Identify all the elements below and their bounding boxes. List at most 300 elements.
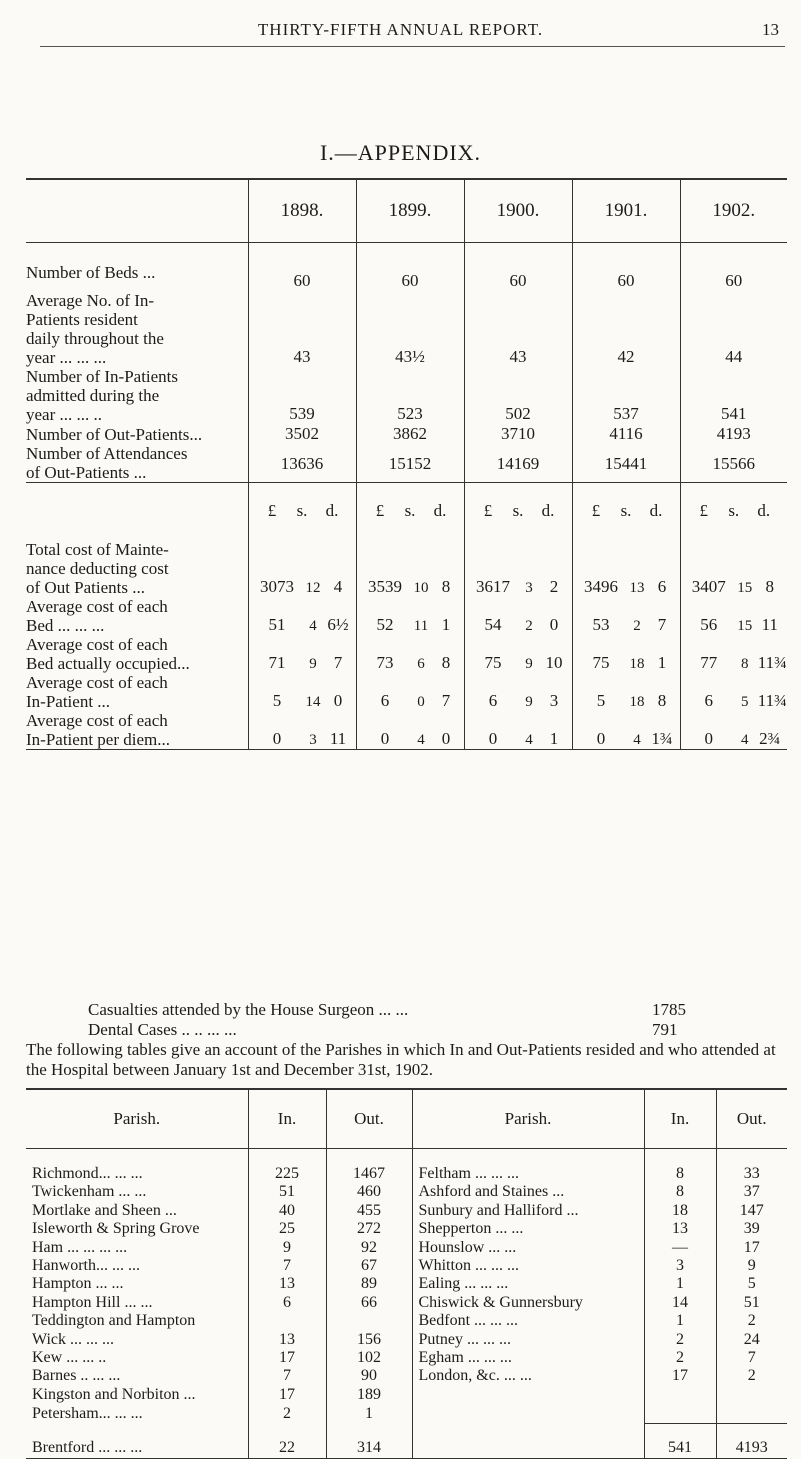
row-label-line: Average cost of each <box>26 711 168 730</box>
count-value: 42 <box>572 291 680 367</box>
pounds-value: 54 <box>484 615 502 634</box>
shillings-value: 13 <box>629 580 645 596</box>
currency-header <box>248 483 356 522</box>
parish-name: London, &c. ... ... <box>412 1367 644 1385</box>
money-value <box>248 635 356 673</box>
money-value <box>572 711 680 750</box>
shillings-value: 2 <box>525 618 533 634</box>
count-value: 4116 <box>572 424 680 444</box>
out-count: 92 <box>326 1239 412 1257</box>
money-value <box>248 673 356 711</box>
in-count <box>248 1312 326 1330</box>
in-count: 40 <box>248 1202 326 1220</box>
money-value <box>464 635 572 673</box>
in-count: 2 <box>644 1331 716 1349</box>
appendix-title: I.—APPENDIX. <box>319 140 482 165</box>
pounds-value: 51 <box>268 615 286 634</box>
parish-name: Barnes .. ... ... <box>32 1367 121 1385</box>
currency-header <box>680 483 787 522</box>
pounds-value: 6 <box>380 691 390 710</box>
money-value <box>248 711 356 750</box>
parish-name: Shepperton ... ... <box>412 1220 644 1238</box>
table-row <box>26 1165 787 1183</box>
pounds-value: 5 <box>596 691 606 710</box>
row-label-line: Average No. of In- <box>26 291 155 310</box>
count-value: 541 <box>680 367 787 424</box>
shillings-value: 14 <box>305 694 321 710</box>
pounds-value: 52 <box>376 615 394 634</box>
parish-header-row <box>26 1090 787 1149</box>
shillings-value: 12 <box>305 580 321 596</box>
table-row <box>26 1312 787 1330</box>
count-value: 15566 <box>680 444 787 483</box>
running-header <box>0 20 801 48</box>
money-value <box>680 521 787 597</box>
row-label-line: Number of Beds ... <box>26 262 156 282</box>
count-value: 43 <box>464 291 572 367</box>
pounds-value: 0 <box>596 729 606 748</box>
in-count: 17 <box>644 1367 716 1385</box>
count-value: 60 <box>248 243 356 292</box>
pence-value: 8 <box>765 577 774 596</box>
currency-header <box>572 483 680 522</box>
parish-name: Brentford ... ... ... <box>32 1439 143 1457</box>
row-label-line: year ... ... ... <box>26 348 107 367</box>
in-count: 22 <box>248 1423 326 1458</box>
count-value: 3710 <box>464 424 572 444</box>
pound-sign: £ <box>591 501 601 520</box>
casualties-value: 1785 <box>652 1000 686 1019</box>
out-count: 314 <box>326 1423 412 1458</box>
out-count: 2 <box>716 1312 787 1330</box>
pence-value: 11 <box>329 729 347 748</box>
year-header: 1900. <box>464 180 572 243</box>
row-label <box>26 635 248 673</box>
row-label <box>26 424 248 444</box>
in-count: 9 <box>248 1239 326 1257</box>
in-count: 25 <box>248 1220 326 1238</box>
parish-name: Wick ... ... ... <box>32 1330 115 1348</box>
year-header: 1898. <box>248 180 356 243</box>
table-row <box>26 1220 787 1238</box>
shillings-value: 18 <box>629 656 645 672</box>
row-label <box>26 291 248 367</box>
money-value <box>572 521 680 597</box>
header-rule <box>40 46 785 47</box>
in-count: 2 <box>644 1349 716 1367</box>
pounds-value: 75 <box>592 653 610 672</box>
table-row <box>26 1294 787 1312</box>
shillings-value: 0 <box>417 694 425 710</box>
year-header-row <box>26 180 787 243</box>
pounds-value: 5 <box>272 691 282 710</box>
row-label-line: Average cost of each <box>26 635 168 654</box>
shillings-value: 9 <box>309 656 317 672</box>
shillings-value: 11 <box>413 618 429 634</box>
row-label-line: Number of In-Patients <box>26 367 179 386</box>
count-value: 15441 <box>572 444 680 483</box>
parish-name: Hampton ... ... <box>32 1275 124 1293</box>
out-count: 1467 <box>326 1165 412 1183</box>
year-header: 1902. <box>680 180 787 243</box>
pence-value: 1 <box>441 615 451 634</box>
shillings-value: 6 <box>417 656 425 672</box>
in-count: 17 <box>248 1349 326 1367</box>
pence-value: 8 <box>441 653 451 672</box>
count-value: 43½ <box>356 291 464 367</box>
table-row <box>26 291 787 367</box>
count-value: 60 <box>464 243 572 292</box>
pence-value: 10 <box>545 653 563 672</box>
row-label-line: daily throughout the <box>26 329 164 348</box>
in-count: 8 <box>644 1183 716 1201</box>
in-count: 225 <box>248 1165 326 1183</box>
table-row <box>26 444 787 483</box>
table-row <box>26 1331 787 1349</box>
parish-name: Mortlake and Sheen ... <box>32 1201 177 1219</box>
casualties-label: Casualties attended by the House Surgeon ... ... <box>88 1000 409 1019</box>
pounds-value: 0 <box>272 729 282 748</box>
money-value <box>572 673 680 711</box>
table-row <box>26 1423 787 1458</box>
shillings-value: 9 <box>525 656 533 672</box>
table-row <box>26 711 787 750</box>
in-count: 1 <box>644 1275 716 1293</box>
column-header: Parish. <box>412 1090 644 1149</box>
pound-sign: £ <box>375 501 385 520</box>
in-count: 13 <box>644 1220 716 1238</box>
table-row <box>26 1202 787 1220</box>
table-row <box>26 1367 787 1385</box>
table-row <box>26 673 787 711</box>
count-value: 13636 <box>248 444 356 483</box>
pence-value: 0 <box>549 615 559 634</box>
parish-name: Hampton Hill ... ... <box>32 1293 153 1311</box>
parish-name: Twickenham ... ... <box>32 1183 147 1201</box>
in-count: 7 <box>248 1257 326 1275</box>
out-count: 90 <box>326 1367 412 1385</box>
in-count: 2 <box>248 1404 326 1423</box>
column-header: Parish. <box>26 1090 248 1149</box>
parish-name: Egham ... ... ... <box>412 1349 644 1367</box>
shillings-value: 5 <box>741 694 749 710</box>
money-value <box>356 711 464 750</box>
row-label-line: Average cost of each <box>26 597 168 616</box>
parish-name: Hanworth... ... ... <box>32 1257 140 1275</box>
pounds-value: 77 <box>700 653 718 672</box>
row-label <box>26 367 248 424</box>
out-count: 33 <box>716 1165 787 1183</box>
pounds-value: 0 <box>704 729 713 748</box>
shillings-value: 10 <box>413 580 429 596</box>
pence-value: 2 <box>549 577 559 596</box>
pence-value: 6 <box>657 577 667 596</box>
intro-paragraph: The following tables give an account of the Parishes in which In and Out-Patients resided and who attended at the Hospital between January 1st and December 31st, 1902. <box>26 1040 776 1079</box>
count-value: 15152 <box>356 444 464 483</box>
pence-value: 1 <box>549 729 559 748</box>
shillings-value: 4 <box>309 618 317 634</box>
shillings-value: 4 <box>417 732 425 748</box>
out-count: 2 <box>716 1367 787 1385</box>
out-count: 1 <box>326 1404 412 1423</box>
out-count: 37 <box>716 1183 787 1201</box>
table-row <box>26 1239 787 1257</box>
shilling-label: s. <box>728 501 740 520</box>
shillings-value: 4 <box>741 732 749 748</box>
parish-name: Petersham... ... ... <box>32 1404 143 1422</box>
pounds-value: 75 <box>484 653 502 672</box>
out-count: 24 <box>716 1331 787 1349</box>
count-value: 43 <box>248 291 356 367</box>
parish-name: Kingston and Norbiton ... <box>32 1385 196 1403</box>
table-row <box>26 1404 787 1423</box>
pounds-value: 73 <box>376 653 394 672</box>
shillings-value: 3 <box>309 732 317 748</box>
out-count: 89 <box>326 1275 412 1293</box>
money-value <box>248 521 356 597</box>
in-count: 13 <box>248 1275 326 1293</box>
pounds-value: 53 <box>592 615 610 634</box>
pence-label: d. <box>325 501 339 520</box>
shillings-value: 15 <box>737 618 753 634</box>
currency-header <box>464 483 572 522</box>
page-number: 13 <box>762 20 779 39</box>
row-label <box>26 597 248 635</box>
count-value: 539 <box>248 367 356 424</box>
pence-value: 11 <box>761 615 778 634</box>
running-title: THIRTY-FIFTH ANNUAL REPORT. <box>257 20 544 39</box>
money-value <box>464 711 572 750</box>
year-header: 1901. <box>572 180 680 243</box>
in-count: 13 <box>248 1331 326 1349</box>
in-count: — <box>644 1239 716 1257</box>
money-value <box>356 521 464 597</box>
pence-value: 0 <box>441 729 451 748</box>
pence-value: 7 <box>657 615 667 634</box>
shillings-value: 2 <box>633 618 641 634</box>
pence-value: 4 <box>333 577 343 596</box>
table-row <box>26 1386 787 1404</box>
money-value <box>680 635 787 673</box>
pounds-value: 6 <box>704 691 713 710</box>
column-header: Out. <box>716 1090 787 1149</box>
row-label <box>26 243 248 292</box>
money-value <box>572 635 680 673</box>
shillings-value: 3 <box>525 580 533 596</box>
dental-cases-value: 791 <box>652 1020 678 1039</box>
parish-name: Teddington and Hampton <box>32 1312 196 1330</box>
pence-label: d. <box>649 501 663 520</box>
pound-sign: £ <box>483 501 493 520</box>
row-label-line: Total cost of Mainte- <box>26 540 169 559</box>
parish-name: Ham ... ... ... ... <box>32 1238 128 1256</box>
shillings-value: 4 <box>633 732 641 748</box>
in-count: 17 <box>248 1386 326 1404</box>
table-row <box>26 424 787 444</box>
shillings-value: 4 <box>525 732 533 748</box>
row-label-line: Number of Out-Patients... <box>26 424 203 444</box>
pounds-value: 3407 <box>691 577 726 596</box>
in-count: 3 <box>644 1257 716 1275</box>
dental-cases-label: Dental Cases .. .. ... ... <box>88 1020 237 1039</box>
pence-label: d. <box>433 501 447 520</box>
shillings-value: 9 <box>525 694 533 710</box>
out-count <box>326 1312 412 1330</box>
pence-value: 0 <box>333 691 343 710</box>
out-count: 272 <box>326 1220 412 1238</box>
row-label-line: admitted during the <box>26 386 160 405</box>
out-count: 39 <box>716 1220 787 1238</box>
in-count: 8 <box>644 1165 716 1183</box>
money-value <box>464 521 572 597</box>
out-count: 460 <box>326 1183 412 1201</box>
count-value: 502 <box>464 367 572 424</box>
pence-value: 11¾ <box>757 653 787 672</box>
count-value: 3862 <box>356 424 464 444</box>
count-value: 60 <box>356 243 464 292</box>
pounds-value: 0 <box>380 729 390 748</box>
row-label-line: In-Patient ... <box>26 692 111 711</box>
money-value <box>356 635 464 673</box>
in-count: 7 <box>248 1367 326 1385</box>
row-label-line: of Out-Patients ... <box>26 463 147 482</box>
pounds-value: 3496 <box>584 577 618 596</box>
column-header: In. <box>248 1090 326 1149</box>
shilling-label: s. <box>620 501 632 520</box>
money-value <box>248 597 356 635</box>
pounds-value: 3539 <box>368 577 402 596</box>
pence-label: d. <box>757 501 771 520</box>
count-value: 14169 <box>464 444 572 483</box>
pounds-value: 3617 <box>476 577 510 596</box>
shilling-label: s. <box>296 501 308 520</box>
out-count: 189 <box>326 1386 412 1404</box>
parish-name: Isleworth & Spring Grove <box>32 1220 200 1238</box>
parish-name: Putney ... ... ... <box>412 1331 644 1349</box>
pounds-value: 6 <box>488 691 498 710</box>
pound-sign: £ <box>267 501 277 520</box>
money-value <box>356 597 464 635</box>
row-label <box>26 444 248 483</box>
pence-value: 8 <box>657 691 667 710</box>
row-label <box>26 673 248 711</box>
row-label-line: year ... ... .. <box>26 405 103 424</box>
parish-name: Hounslow ... ... <box>412 1239 644 1257</box>
row-label-line: Number of Attendances <box>26 444 188 463</box>
pounds-value: 0 <box>488 729 498 748</box>
total-out: 4193 <box>716 1423 787 1458</box>
table-row <box>26 1349 787 1367</box>
in-count: 51 <box>248 1183 326 1201</box>
pence-value: 1 <box>657 653 667 672</box>
count-value: 4193 <box>680 424 787 444</box>
parish-name: Whitton ... ... ... <box>412 1257 644 1275</box>
pounds-value: 71 <box>268 653 286 672</box>
pence-value: 2¾ <box>759 729 781 748</box>
in-count: 18 <box>644 1202 716 1220</box>
count-value: 537 <box>572 367 680 424</box>
parish-name: Bedfont ... ... ... <box>412 1312 644 1330</box>
money-value <box>356 673 464 711</box>
total-in: 541 <box>644 1423 716 1458</box>
row-label-line: Bed actually occupied... <box>26 654 190 673</box>
in-count: 6 <box>248 1294 326 1312</box>
count-value: 3502 <box>248 424 356 444</box>
shillings-value: 8 <box>741 656 749 672</box>
column-header: Out. <box>326 1090 412 1149</box>
out-count: 67 <box>326 1257 412 1275</box>
currency-header-row <box>26 483 787 522</box>
row-label-line: In-Patient per diem... <box>26 730 170 749</box>
row-label-line: Patients resident <box>26 310 138 329</box>
pence-value: 6½ <box>327 615 349 634</box>
money-value <box>572 597 680 635</box>
column-header: In. <box>644 1090 716 1149</box>
row-label <box>26 711 248 750</box>
pence-value: 7 <box>333 653 343 672</box>
parish-name: Chiswick & Gunnersbury <box>412 1294 644 1312</box>
out-count: 455 <box>326 1202 412 1220</box>
pence-value: 7 <box>441 691 451 710</box>
pence-value: 8 <box>441 577 451 596</box>
table-bottom-rule <box>26 750 787 751</box>
row-label-line: of Out Patients ... <box>26 578 145 597</box>
out-count: 156 <box>326 1331 412 1349</box>
pence-value: 3 <box>549 691 559 710</box>
table-row <box>26 597 787 635</box>
out-count: 147 <box>716 1202 787 1220</box>
out-count: 17 <box>716 1239 787 1257</box>
table-row <box>26 635 787 673</box>
money-value <box>680 673 787 711</box>
money-value <box>680 711 787 750</box>
out-count: 102 <box>326 1349 412 1367</box>
shilling-label: s. <box>512 501 524 520</box>
pence-label: d. <box>541 501 555 520</box>
table-row <box>26 1275 787 1293</box>
pence-value: 11¾ <box>757 691 787 710</box>
row-label-line: Bed ... ... ... <box>26 616 105 635</box>
year-header: 1899. <box>356 180 464 243</box>
count-value: 60 <box>680 243 787 292</box>
row-label-line: Average cost of each <box>26 673 168 692</box>
row-label-line: nance deducting cost <box>26 559 169 578</box>
pound-sign: £ <box>699 501 708 520</box>
finance-table <box>26 178 787 750</box>
out-count: 9 <box>716 1257 787 1275</box>
shillings-value: 18 <box>629 694 645 710</box>
money-value <box>680 597 787 635</box>
parish-table <box>26 1088 787 1459</box>
count-value: 44 <box>680 291 787 367</box>
table-row <box>26 521 787 597</box>
money-value <box>464 597 572 635</box>
out-count: 5 <box>716 1275 787 1293</box>
count-value: 523 <box>356 367 464 424</box>
table-row <box>26 1183 787 1201</box>
parish-name: Kew ... ... .. <box>32 1349 107 1367</box>
parish-name: Richmond... ... ... <box>32 1165 143 1182</box>
count-value: 60 <box>572 243 680 292</box>
parish-name: Feltham ... ... ... <box>412 1165 644 1183</box>
currency-header <box>356 483 464 522</box>
out-count: 66 <box>326 1294 412 1312</box>
table-row <box>26 367 787 424</box>
pounds-value: 56 <box>700 615 718 634</box>
out-count: 51 <box>716 1294 787 1312</box>
shilling-label: s. <box>404 501 416 520</box>
header-blank-cell <box>26 180 248 243</box>
